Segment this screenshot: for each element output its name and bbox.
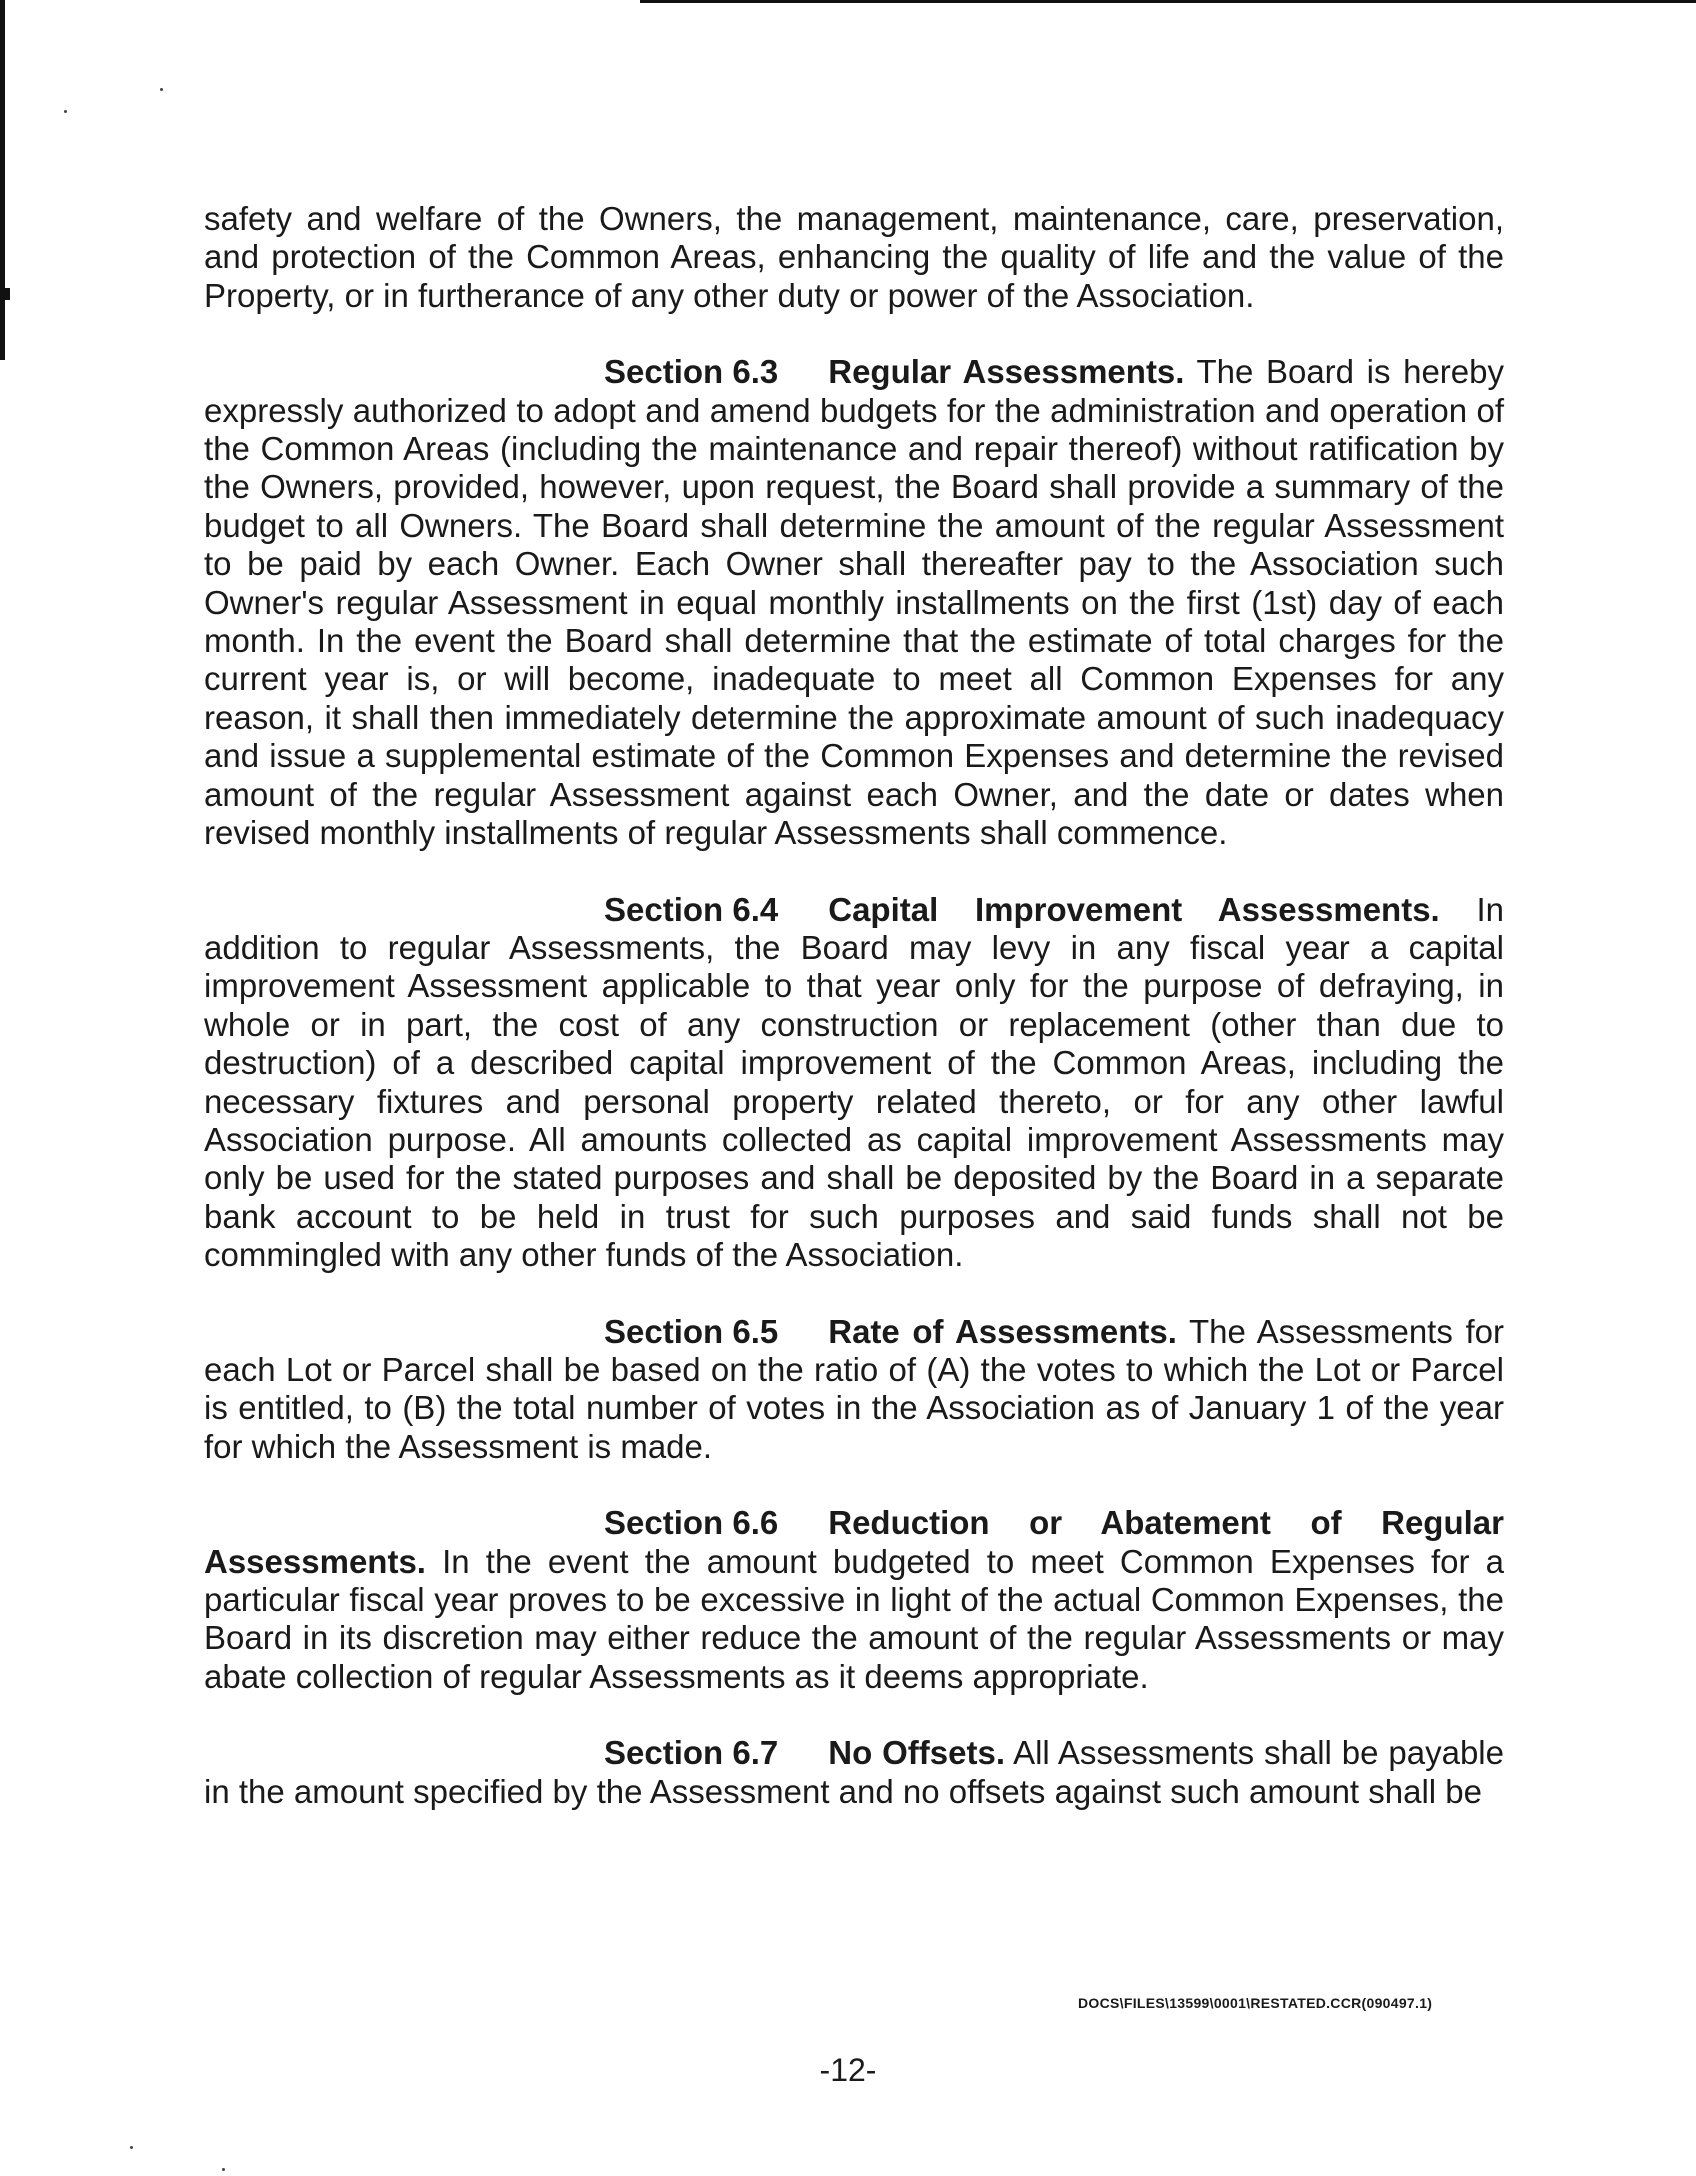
left-scan-mark [0,288,10,300]
section-6-5-paragraph [204,1313,1504,1467]
scan-speck [64,110,67,113]
section-number: Section 6.3 [604,353,779,391]
scan-speck [222,2168,225,2171]
section-6-3-paragraph [204,353,1504,852]
document-body [204,200,1504,1849]
section-6-7-paragraph [204,1734,1504,1811]
top-scan-rule [640,0,1696,3]
section-body: The Assessments for each Lot or Parcel shall be based on the ratio of (A) the votes to which the Lot or Parcel is entitled, to (B) the total number of votes in the Association as of January 1 of the year for which the Assessment is made. [204,1312,1504,1465]
scan-speck [160,88,163,91]
scan-speck [130,2146,133,2149]
section-body: In the event the amount budgeted to meet Common Expenses for a particular fiscal year proves to be excessive in light of the actual Common Expenses, the Board in its discretion may either reduce the amount of the regular Assessments or may abate collection of regular Assessments as it deems appropriate. [204,1542,1504,1695]
section-number: Section 6.6 [604,1504,779,1542]
section-number: Section 6.7 [604,1734,779,1772]
section-title: Regular Assessments. [828,353,1185,391]
section-title: Reduction or Abatement of Regular Assessments. [204,1504,1504,1580]
section-number: Section 6.5 [604,1312,779,1350]
continuation-paragraph: safety and welfare of the Owners, the management, maintenance, care, preservation, and protection of the Common Areas, enhancing the quality of life and the value of the Property, or in furtherance of any other duty or power of the Association. [204,200,1504,314]
section-body: All Assessments shall be payable in the amount specified by the Assessment and no offsets against such amount shall be [204,1734,1504,1810]
section-title: Capital Improvement Assessments. [828,890,1440,928]
section-body: In addition to regular Assessments, the Board may levy in any fiscal year a capital improvement Assessment applicable to that year only for the purpose of defraying, in whole or in part, the cost of any construction or replacement (other than due to destruction) of a described capital improvement of the Common Areas, including the necessary fixtures and personal property related thereto, or for any other lawful Association purpose. All amounts collected as capital improvement Assessments may only be used for the stated purposes and shall be deposited by the Board in a separate bank account to be held in trust for such purposes and said funds shall not be commingled with any other funds of the Association. [204,890,1505,1274]
left-scan-edge [0,0,5,360]
section-title: Rate of Assessments. [828,1312,1177,1350]
section-body: The Board is hereby expressly authorized to adopt and amend budgets for the administration and operation of the Common Areas (including the maintenance and repair thereof) without ratification by the Owners, provided, however, upon request, the Board shall provide a summary of the budget to all Owners. The Board shall determine the amount of the regular Assessment to be paid by each Owner. Each Owner shall thereafter pay to the Association such Owner's regular Assessment in equal monthly installments on the first (1st) day of each month. In the event the Board shall determine that the estimate of total charges for the current year is, or will become, inadequate to meet all Common Expenses for any reason, it shall then immediately determine the approximate amount of such inadequacy and issue a supplemental estimate of the Common Expenses and determine the revised amount of the regular Assessment against each Owner, and the date or dates when revised monthly installments of regular Assessments shall commence. [204,353,1504,852]
document-reference: DOCS\FILES\13599\0001\RESTATED.CCR(090497.1) [1078,1995,1433,2011]
section-number: Section 6.4 [604,890,779,928]
page-number: -12- [819,2052,877,2088]
section-6-6-paragraph [204,1504,1504,1696]
section-6-4-paragraph [204,891,1504,1275]
section-title: No Offsets. [828,1734,1005,1772]
